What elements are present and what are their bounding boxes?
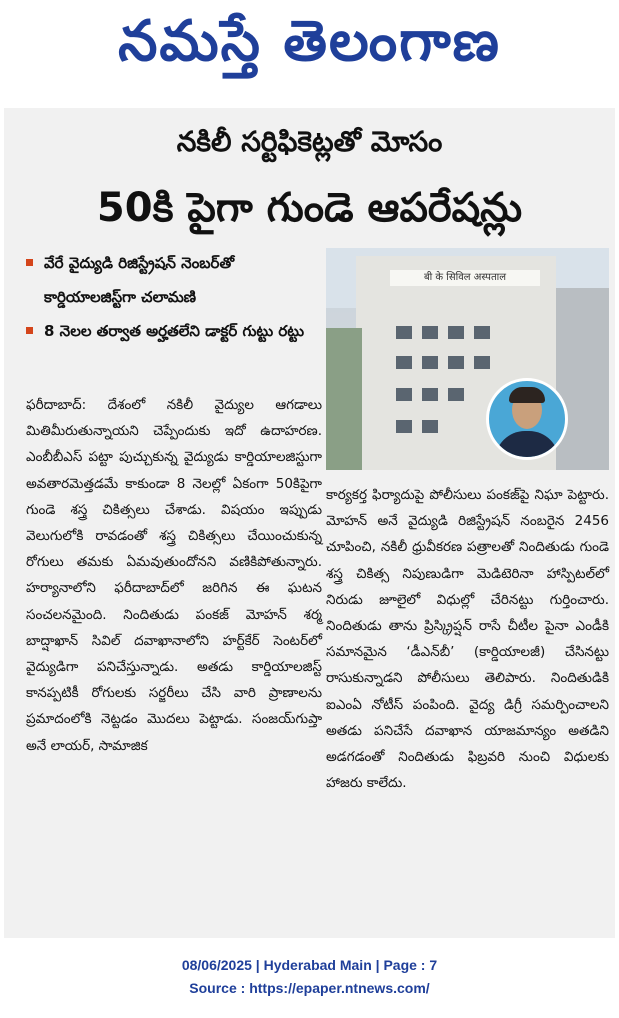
bullet-square-icon — [26, 259, 33, 266]
hospital-sign: बी के सिविल अस्पताल — [390, 270, 540, 286]
doctor-portrait — [486, 378, 568, 460]
source-link[interactable]: Source : https://epaper.ntnews.com/ — [189, 980, 430, 996]
newspaper-logo: నమస్తే తెలంగాణ — [118, 9, 501, 74]
article-headline: 50కి పైగా గుండె ఆపరేషన్లు — [96, 185, 523, 231]
edition-info: 08/06/2025 | Hyderabad Main | Page : 7 — [181, 957, 438, 973]
highlight-bullets — [26, 246, 324, 348]
bullet-square-icon — [26, 327, 33, 334]
article-body-right-column: కార్యకర్త ఫిర్యాదుపై పోలీసులు పంకజ్‌పై నిఘా పెట్టారు. మోహన్ అనే వైద్యుడి రిజిస్ట్రేషన్ నంబరైన 2456 చూపించి, నకిలీ ధ్రువీకరణ పత్రాలతో నిందితుడు గుండె శస్త్ర చికిత్స నిపుణుడిగా మెడిటెరినా హాస్పిటల్‌లో నిరుడు జూలైలో విధుల్లో చేరినట్టు గుర్తించారు. నిందితుడు తాను ప్రిస్క్రిప్షన్ రాసే చీటీల పైనా ఎండీకి సమానమైన ‘డీఎన్‌బీ’ (కార్డియాలజీ) చేసినట్టు రాసుకున్నాడని పోలీసులు తెలిపారు. నిందితుడికి ఐఎంఏ నోటీస్ పంపింది. వైద్య డిగ్రీ సమర్పించాలని అతడు పనిచేసే దవాఖాన యాజమాన్యం అతడిని అడగడంతో నిందితుడు ఫిబ్రవరి నుంచి విధులకు హాజరు కాలేదు. — [326, 487, 609, 792]
bullet-text: 8 నెలల తర్వాత అర్హతలేని డాక్టర్ గుట్టు రట్టు — [44, 322, 305, 340]
highlight-bullet — [26, 314, 324, 348]
article-subheadline: నకిలీ సర్టిఫికెట్లతో మోసం — [176, 125, 443, 158]
masthead — [0, 0, 619, 98]
hospital-photo — [326, 248, 609, 470]
article-clipping — [4, 108, 615, 938]
highlight-bullet — [26, 246, 324, 314]
article-body-left-column: ఫరీదాబాద్: దేశంలో నకిలీ వైద్యుల ఆగడాలు మితిమీరుతున్నాయని చెప్పేందుకు ఇదో ఉదాహరణ. ఎంబీబీఎస్ పట్టా పుచ్చుకున్న వైద్యుడు కార్డియాలజిస్టుగా అవతారమెత్తడమే కాకుండా 8 నెలల్లో ఏకంగా 50కిపైగా గుండె శస్త్ర చికిత్సలు చేశాడు. విషయం ఇప్పుడు వెలుగులోకి రావడంతో శస్త్ర చికిత్సలు చేయించుకున్న రోగులు తమకు ఏమవుతుందోనని వణికిపోతున్నారు. హర్యానాలోని ఫరీదాబాద్‌లో జరిగిన ఈ ఘటన సంచలనమైంది. నిందితుడు పంకజ్ మోహన్ శర్మ బాద్షాఖాన్ సివిల్ దవాఖానాలోని హర్ట్‌కేర్ సెంటర్‌లో వైద్యుడిగా పనిచేస్తున్నాడు. అతడు కార్డియాలజిస్ట్ కానప్పటికీ రోగులకు సర్జరీలు చేసి వారి ప్రాణాలను ప్రమాదంలోకి నెట్టడం మొదలు పెట్టాడు. సంజయ్‌గుప్తా అనే లాయర్, సామాజిక — [26, 397, 322, 754]
bullet-text: వేరే వైద్యుడి రిజిస్ట్రేషన్ నెంబర్‌తో కార్డియాలజిస్ట్‌గా చలామణి — [44, 254, 235, 306]
